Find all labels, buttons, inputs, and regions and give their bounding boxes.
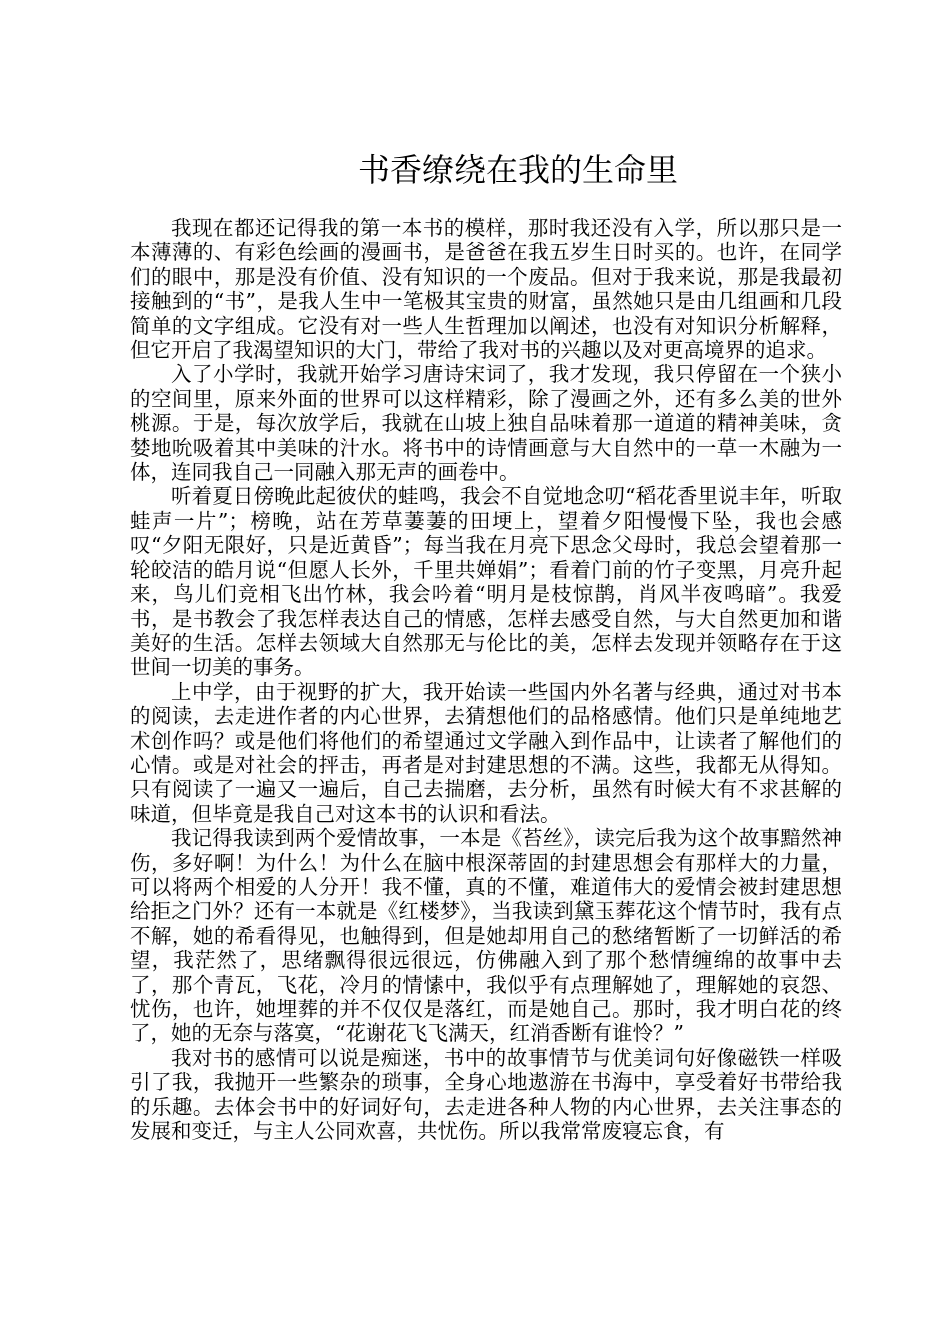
paragraph: 听着夏日傍晚此起彼伏的蛙鸣，我会不自觉地念叨“稻花香里说丰年，听取蛙声一片”；榜晚，站在芳草萋萋的田埂上，望着夕阳慢慢下坠，我也会感叹“夕阳无限好，只是近黄昏”；每当我在月亮下思念父母时，我总会望着那一轮皎洁的皓月说“但愿人长外，千里共婵娟”；看着门前的竹子变黑，月亮升起来，鸟儿们竞相飞出竹林，我会吟着“明月是枝惊鹊，肖风半夜鸣暗”。我爱书，是书教会了我怎样表达自己的情感，怎样去感受自然，与大自然更加和谐美好的生活。怎样去领域大自然那无与伦比的美，怎样去发现并领略存在于这世间一切美的事务。 [130,484,842,680]
paragraph: 我现在都还记得我的第一本书的模样，那时我还没有入学，所以那只是一本薄薄的、有彩色绘画的漫画书，是爸爸在我五岁生日时买的。也许，在同学们的眼中，那是没有价值、没有知识的一个废品。但对于我来说，那是我最初接触到的“书”，是我人生中一笔极其宝贵的财富，虽然她只是由几组画和几段简单的文字组成。它没有对一些人生哲理加以阐述，也没有对知识分析解释，但它开启了我渴望知识的大门，带给了我对书的兴趣以及对更高境界的追求。 [130,216,842,363]
paragraph: 入了小学时，我就开始学习唐诗宋词了，我才发现，我只停留在一个狭小的空间里，原来外面的世界可以这样精彩，除了漫画之外，还有多么美的世外桃源。于是，每次放学后，我就在山坡上独自品味着那一道道的精神美味，贪婪地吮吸着其中美味的汁水。将书中的诗情画意与大自然中的一草一木融为一体，连同我自己一同融入那无声的画卷中。 [130,362,842,485]
paragraph: 上中学，由于视野的扩大，我开始读一些国内外名著与经典，通过对书本的阅读，去走进作者的内心世界，去猜想他们的品格感情。他们只是单纯地艺术创作吗？或是他们将他们的希望通过文学融入到作品中，让读者了解他们的心情。或是对社会的抨击，再者是对封建思想的不满。这些，我都无从得知。只有阅读了一遍又一遍后，自己去揣磨，去分析，虽然有时候大有不求甚解的味道，但毕竟是我自己对这本书的认识和看法。 [130,679,842,826]
paragraph: 我对书的感情可以说是痴迷，书中的故事情节与优美词句好像磁铁一样吸引了我，我抛开一些繁杂的琐事，全身心地遨游在书海中，享受着好书带给我的乐趣。去体会书中的好词好句，去走进各种人物的内心世界，去关注事态的发展和变迁，与主人公同欢喜，共忧伤。所以我常常废寝忘食，有 [130,1045,842,1144]
paragraph: 我记得我读到两个爱情故事，一本是《苔丝》，读完后我为这个故事黯然神伤，多好啊！为什么！为什么在脑中根深蒂固的封建思想会有那样大的力量，可以将两个相爱的人分开！我不懂，真的不懂，难道伟大的爱情会被封建思想给拒之门外？还有一本就是《红楼梦》，当我读到黛玉葬花这个情节时，我有点不解，她的希看得见，也触得到，但是她却用自己的愁绪暂断了一切鲜活的希望，我茫然了，思绪飘得很远很远，仿佛融入到了那个愁情缠绵的故事中去了，那个青瓦，飞花，冷月的情愫中，我似乎有点理解她了，理解她的哀怨、忧伤，也许，她埋葬的并不仅仅是落红，而是她自己。那时，我才明白花的终了，她的无奈与落寞，“花谢花飞飞满天，红消香断有谁怜？” [130,826,842,1046]
document-body [130,216,842,1143]
document-title: 书香缭绕在我的生命里 [357,151,678,189]
